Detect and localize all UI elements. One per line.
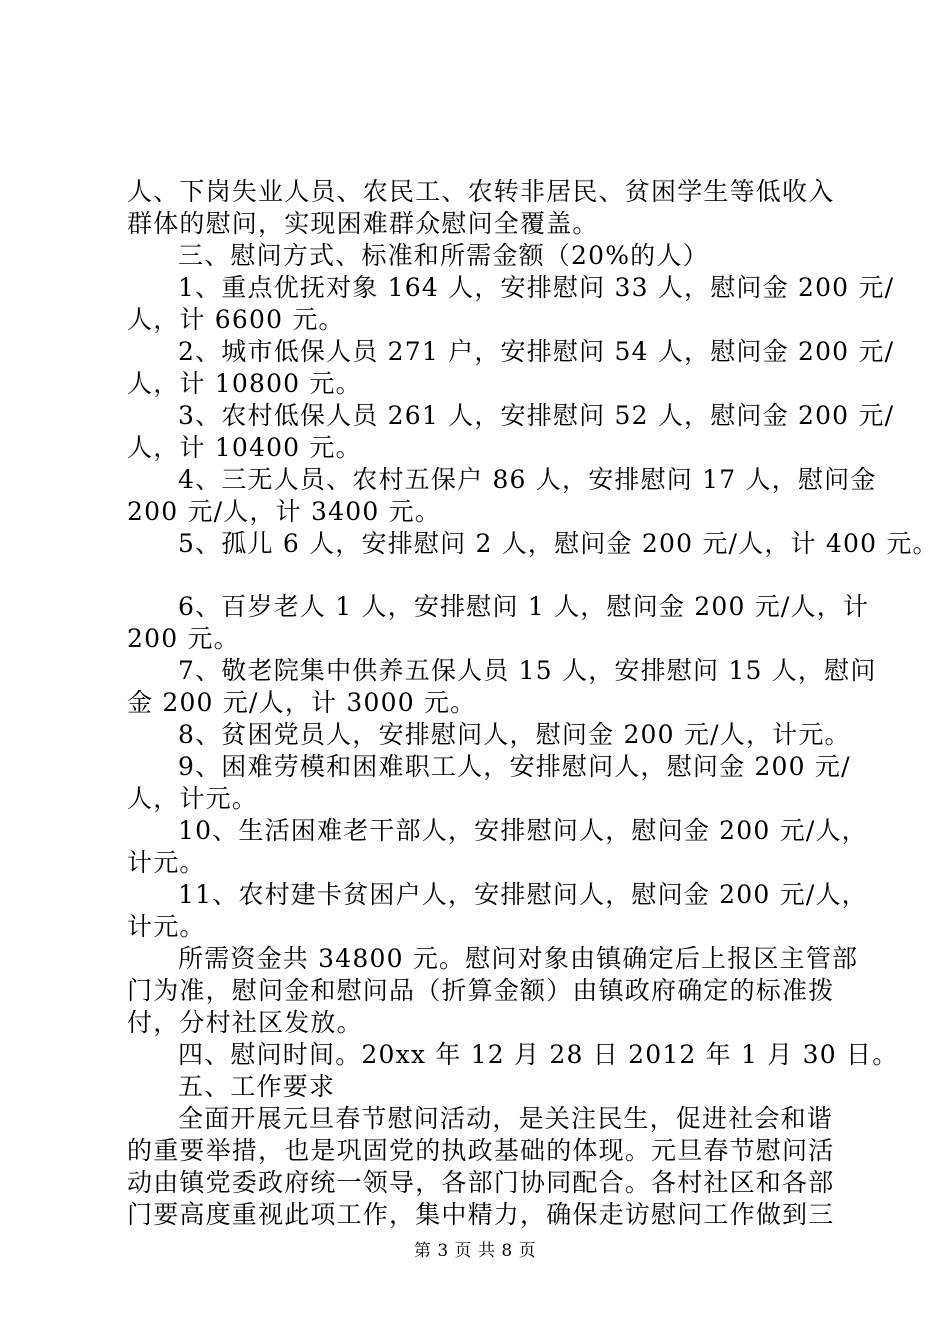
text-line: 3、农村低保人员 261 人，安排慰问 52 人，慰问金 200 元/: [178, 401, 895, 430]
text-line: 人，计 10400 元。: [127, 433, 362, 462]
text-line: 4、三无人员、农村五保户 86 人，安排慰问 17 人，慰问金: [178, 465, 877, 494]
text-line: 动由镇党委政府统一领导，各部门协同配合。各村社区和各部: [127, 1168, 835, 1197]
text-line: 四、慰问时间。20xx 年 12 月 28 日 2012 年 1 月 30 日。: [178, 1040, 899, 1069]
text-line: 的重要举措，也是巩固党的执政基础的体现。元旦春节慰问活: [127, 1136, 835, 1165]
text-line: 10、生活困难老干部人，安排慰问人，慰问金 200 元/人，: [178, 816, 868, 845]
text-line: 人，计 6600 元。: [127, 305, 345, 334]
text-line: 8、贫困党员人，安排慰问人，慰问金 200 元/人，计元。: [178, 720, 851, 749]
text-line: 计元。: [127, 912, 206, 941]
text-line: 11、农村建卡贫困户人，安排慰问人，慰问金 200 元/人，: [178, 880, 868, 909]
text-line: 6、百岁老人 1 人，安排慰问 1 人，慰问金 200 元/人，计: [178, 592, 870, 621]
text-line: 付，分村社区发放。: [127, 1008, 363, 1037]
text-line: 9、困难劳模和困难职工人，安排慰问人，慰问金 200 元/: [178, 752, 851, 781]
text-line: 计元。: [127, 848, 206, 877]
text-line: 5、孤儿 6 人，安排慰问 2 人，慰问金 200 元/人，计 400 元。: [178, 529, 939, 558]
text-line: 2、城市低保人员 271 户，安排慰问 54 人，慰问金 200 元/: [178, 337, 895, 366]
text-line: 所需资金共 34800 元。慰问对象由镇确定后上报区主管部: [178, 944, 859, 973]
section-heading: 三、慰问方式、标准和所需金额（20%的人）: [178, 241, 709, 270]
text-line: 人，计元。: [127, 784, 259, 813]
text-line: 1、重点优抚对象 164 人，安排慰问 33 人，慰问金 200 元/: [178, 273, 895, 302]
text-line: 200 元。: [127, 624, 240, 653]
text-line: 金 200 元/人，计 3000 元。: [127, 688, 477, 717]
text-line: 门要高度重视此项工作，集中精力，确保走访慰问工作做到三: [127, 1200, 835, 1229]
section-heading: 五、工作要求: [178, 1072, 336, 1101]
text-line: 人、下岗失业人员、农民工、农转非居民、贫困学生等低收入: [127, 177, 835, 206]
text-line: 人，计 10800 元。: [127, 369, 362, 398]
text-line: 7、敬老院集中供养五保人员 15 人，安排慰问 15 人，慰问: [178, 656, 877, 685]
text-line: 群体的慰问，实现困难群众慰问全覆盖。: [127, 209, 599, 238]
text-line: 门为准，慰问金和慰问品（折算金额）由镇政府确定的标准拨: [127, 976, 835, 1005]
text-line: 全面开展元旦春节慰问活动，是关注民生，促进社会和谐: [178, 1104, 834, 1133]
page-footer: 第 3 页 共 8 页: [413, 1241, 537, 1261]
text-line: 200 元/人，计 3400 元。: [127, 497, 442, 526]
